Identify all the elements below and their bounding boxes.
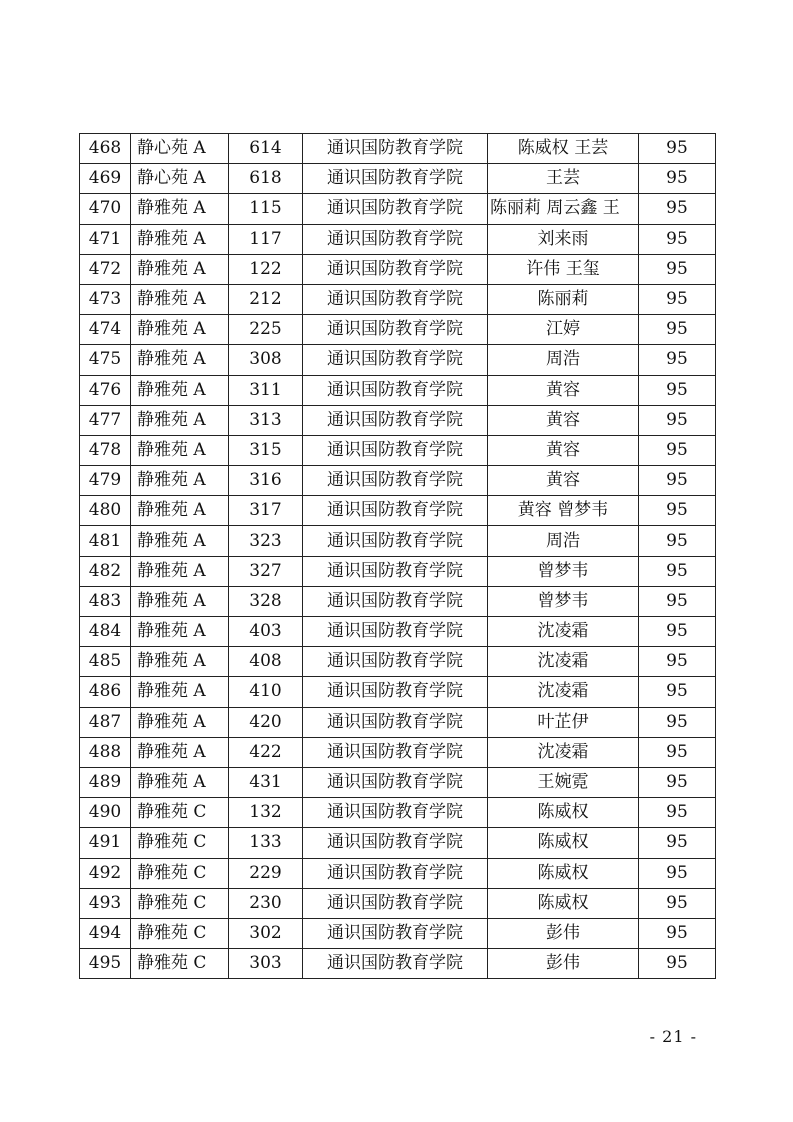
building-cell: 静雅苑 A [131,435,229,465]
building-cell: 静雅苑 A [131,526,229,556]
row-number-cell: 483 [80,586,131,616]
page-number: - 21 - [649,1027,697,1046]
table-row [80,315,716,345]
staff-cell: 黄容 [488,375,639,405]
score-cell: 95 [639,315,716,345]
row-number-cell: 484 [80,617,131,647]
score-cell: 95 [639,858,716,888]
staff-cell: 彭伟 [488,949,639,979]
room-cell: 115 [229,194,303,224]
row-number-cell: 477 [80,405,131,435]
building-cell: 静雅苑 A [131,556,229,586]
row-number-cell: 494 [80,918,131,948]
building-cell: 静雅苑 C [131,918,229,948]
score-cell: 95 [639,556,716,586]
college-cell: 通识国防教育学院 [303,798,488,828]
staff-cell: 陈威权 [488,828,639,858]
college-cell: 通识国防教育学院 [303,164,488,194]
score-cell: 95 [639,828,716,858]
score-cell: 95 [639,617,716,647]
row-number-cell: 488 [80,737,131,767]
room-cell: 408 [229,647,303,677]
room-cell: 225 [229,315,303,345]
building-cell: 静雅苑 A [131,375,229,405]
row-number-cell: 471 [80,224,131,254]
table-row [80,798,716,828]
score-cell: 95 [639,586,716,616]
building-cell: 静雅苑 A [131,284,229,314]
building-cell: 静雅苑 A [131,315,229,345]
room-cell: 117 [229,224,303,254]
row-number-cell: 469 [80,164,131,194]
building-cell: 静雅苑 A [131,496,229,526]
room-cell: 618 [229,164,303,194]
college-cell: 通识国防教育学院 [303,647,488,677]
score-cell: 95 [639,918,716,948]
room-cell: 313 [229,405,303,435]
building-cell: 静雅苑 A [131,194,229,224]
row-number-cell: 489 [80,767,131,797]
room-cell: 302 [229,918,303,948]
room-cell: 614 [229,134,303,164]
score-cell: 95 [639,737,716,767]
row-number-cell: 475 [80,345,131,375]
staff-cell: 彭伟 [488,918,639,948]
row-number-cell: 490 [80,798,131,828]
row-number-cell: 486 [80,677,131,707]
score-cell: 95 [639,375,716,405]
table-row [80,375,716,405]
college-cell: 通识国防教育学院 [303,888,488,918]
room-cell: 122 [229,254,303,284]
room-cell: 403 [229,617,303,647]
college-cell: 通识国防教育学院 [303,737,488,767]
building-cell: 静雅苑 A [131,345,229,375]
table-row [80,586,716,616]
room-cell: 230 [229,888,303,918]
table-row [80,284,716,314]
row-number-cell: 472 [80,254,131,284]
staff-cell: 黄容 [488,405,639,435]
staff-cell: 刘来雨 [488,224,639,254]
staff-cell: 曾梦韦 [488,586,639,616]
staff-cell: 许伟 王玺 [488,254,639,284]
college-cell: 通识国防教育学院 [303,496,488,526]
room-cell: 311 [229,375,303,405]
room-cell: 316 [229,466,303,496]
table-row [80,707,716,737]
row-number-cell: 473 [80,284,131,314]
row-number-cell: 491 [80,828,131,858]
room-cell: 328 [229,586,303,616]
room-cell: 323 [229,526,303,556]
college-cell: 通识国防教育学院 [303,194,488,224]
building-cell: 静雅苑 C [131,858,229,888]
room-cell: 327 [229,556,303,586]
room-cell: 132 [229,798,303,828]
score-cell: 95 [639,707,716,737]
staff-cell: 曾梦韦 [488,556,639,586]
building-cell: 静心苑 A [131,134,229,164]
staff-cell: 陈丽莉 [488,284,639,314]
college-cell: 通识国防教育学院 [303,858,488,888]
college-cell: 通识国防教育学院 [303,707,488,737]
room-cell: 422 [229,737,303,767]
staff-cell: 王婉霓 [488,767,639,797]
building-cell: 静雅苑 A [131,617,229,647]
building-cell: 静雅苑 C [131,798,229,828]
college-cell: 通识国防教育学院 [303,556,488,586]
table-row [80,767,716,797]
row-number-cell: 487 [80,707,131,737]
building-cell: 静雅苑 A [131,647,229,677]
score-cell: 95 [639,767,716,797]
score-cell: 95 [639,345,716,375]
building-cell: 静雅苑 A [131,254,229,284]
table-row [80,828,716,858]
college-cell: 通识国防教育学院 [303,466,488,496]
score-cell: 95 [639,405,716,435]
college-cell: 通识国防教育学院 [303,435,488,465]
room-cell: 315 [229,435,303,465]
staff-cell: 陈威权 [488,798,639,828]
row-number-cell: 479 [80,466,131,496]
room-cell: 410 [229,677,303,707]
table-row [80,918,716,948]
table-row [80,254,716,284]
table-row [80,617,716,647]
room-cell: 212 [229,284,303,314]
building-cell: 静雅苑 C [131,888,229,918]
room-cell: 431 [229,767,303,797]
building-cell: 静雅苑 A [131,405,229,435]
college-cell: 通识国防教育学院 [303,918,488,948]
building-cell: 静心苑 A [131,164,229,194]
table-row [80,134,716,164]
staff-cell: 陈威权 [488,858,639,888]
table-row [80,164,716,194]
table-body [80,134,716,979]
table-row [80,466,716,496]
college-cell: 通识国防教育学院 [303,224,488,254]
college-cell: 通识国防教育学院 [303,375,488,405]
staff-cell: 沈凌霜 [488,647,639,677]
room-cell: 133 [229,828,303,858]
building-cell: 静雅苑 A [131,466,229,496]
college-cell: 通识国防教育学院 [303,617,488,647]
building-cell: 静雅苑 C [131,949,229,979]
table-row [80,858,716,888]
score-cell: 95 [639,949,716,979]
college-cell: 通识国防教育学院 [303,767,488,797]
building-cell: 静雅苑 A [131,767,229,797]
score-cell: 95 [639,134,716,164]
college-cell: 通识国防教育学院 [303,345,488,375]
score-cell: 95 [639,888,716,918]
staff-cell: 周浩 [488,526,639,556]
staff-cell: 沈凌霜 [488,677,639,707]
college-cell: 通识国防教育学院 [303,254,488,284]
college-cell: 通识国防教育学院 [303,677,488,707]
score-cell: 95 [639,164,716,194]
room-cell: 420 [229,707,303,737]
score-cell: 95 [639,677,716,707]
table-row [80,224,716,254]
score-cell: 95 [639,526,716,556]
staff-cell: 陈丽莉 周云鑫 王 [488,194,639,224]
room-cell: 303 [229,949,303,979]
dormitory-table [79,133,716,979]
score-cell: 95 [639,194,716,224]
building-cell: 静雅苑 A [131,677,229,707]
score-cell: 95 [639,466,716,496]
score-cell: 95 [639,496,716,526]
table-row [80,435,716,465]
staff-cell: 沈凌霜 [488,617,639,647]
college-cell: 通识国防教育学院 [303,134,488,164]
building-cell: 静雅苑 A [131,224,229,254]
score-cell: 95 [639,798,716,828]
table-row [80,677,716,707]
score-cell: 95 [639,224,716,254]
college-cell: 通识国防教育学院 [303,405,488,435]
table-row [80,556,716,586]
staff-cell: 黄容 [488,466,639,496]
score-cell: 95 [639,647,716,677]
row-number-cell: 493 [80,888,131,918]
staff-cell: 沈凌霜 [488,737,639,767]
table-row [80,526,716,556]
row-number-cell: 468 [80,134,131,164]
staff-cell: 陈威权 王芸 [488,134,639,164]
staff-cell: 黄容 曾梦韦 [488,496,639,526]
table-row [80,949,716,979]
building-cell: 静雅苑 A [131,707,229,737]
college-cell: 通识国防教育学院 [303,315,488,345]
staff-cell: 陈威权 [488,888,639,918]
staff-cell: 周浩 [488,345,639,375]
row-number-cell: 474 [80,315,131,345]
building-cell: 静雅苑 C [131,828,229,858]
college-cell: 通识国防教育学院 [303,586,488,616]
row-number-cell: 481 [80,526,131,556]
staff-cell: 江婷 [488,315,639,345]
building-cell: 静雅苑 A [131,737,229,767]
college-cell: 通识国防教育学院 [303,949,488,979]
table-row [80,496,716,526]
college-cell: 通识国防教育学院 [303,284,488,314]
staff-cell: 叶芷伊 [488,707,639,737]
staff-cell: 王芸 [488,164,639,194]
table-row [80,194,716,224]
row-number-cell: 492 [80,858,131,888]
table-row [80,405,716,435]
row-number-cell: 495 [80,949,131,979]
room-cell: 317 [229,496,303,526]
row-number-cell: 476 [80,375,131,405]
row-number-cell: 485 [80,647,131,677]
row-number-cell: 470 [80,194,131,224]
row-number-cell: 478 [80,435,131,465]
score-cell: 95 [639,435,716,465]
table-row [80,647,716,677]
table-row [80,345,716,375]
building-cell: 静雅苑 A [131,586,229,616]
row-number-cell: 482 [80,556,131,586]
staff-cell: 黄容 [488,435,639,465]
score-cell: 95 [639,284,716,314]
room-cell: 229 [229,858,303,888]
table-row [80,737,716,767]
score-cell: 95 [639,254,716,284]
room-cell: 308 [229,345,303,375]
college-cell: 通识国防教育学院 [303,526,488,556]
table-row [80,888,716,918]
college-cell: 通识国防教育学院 [303,828,488,858]
row-number-cell: 480 [80,496,131,526]
